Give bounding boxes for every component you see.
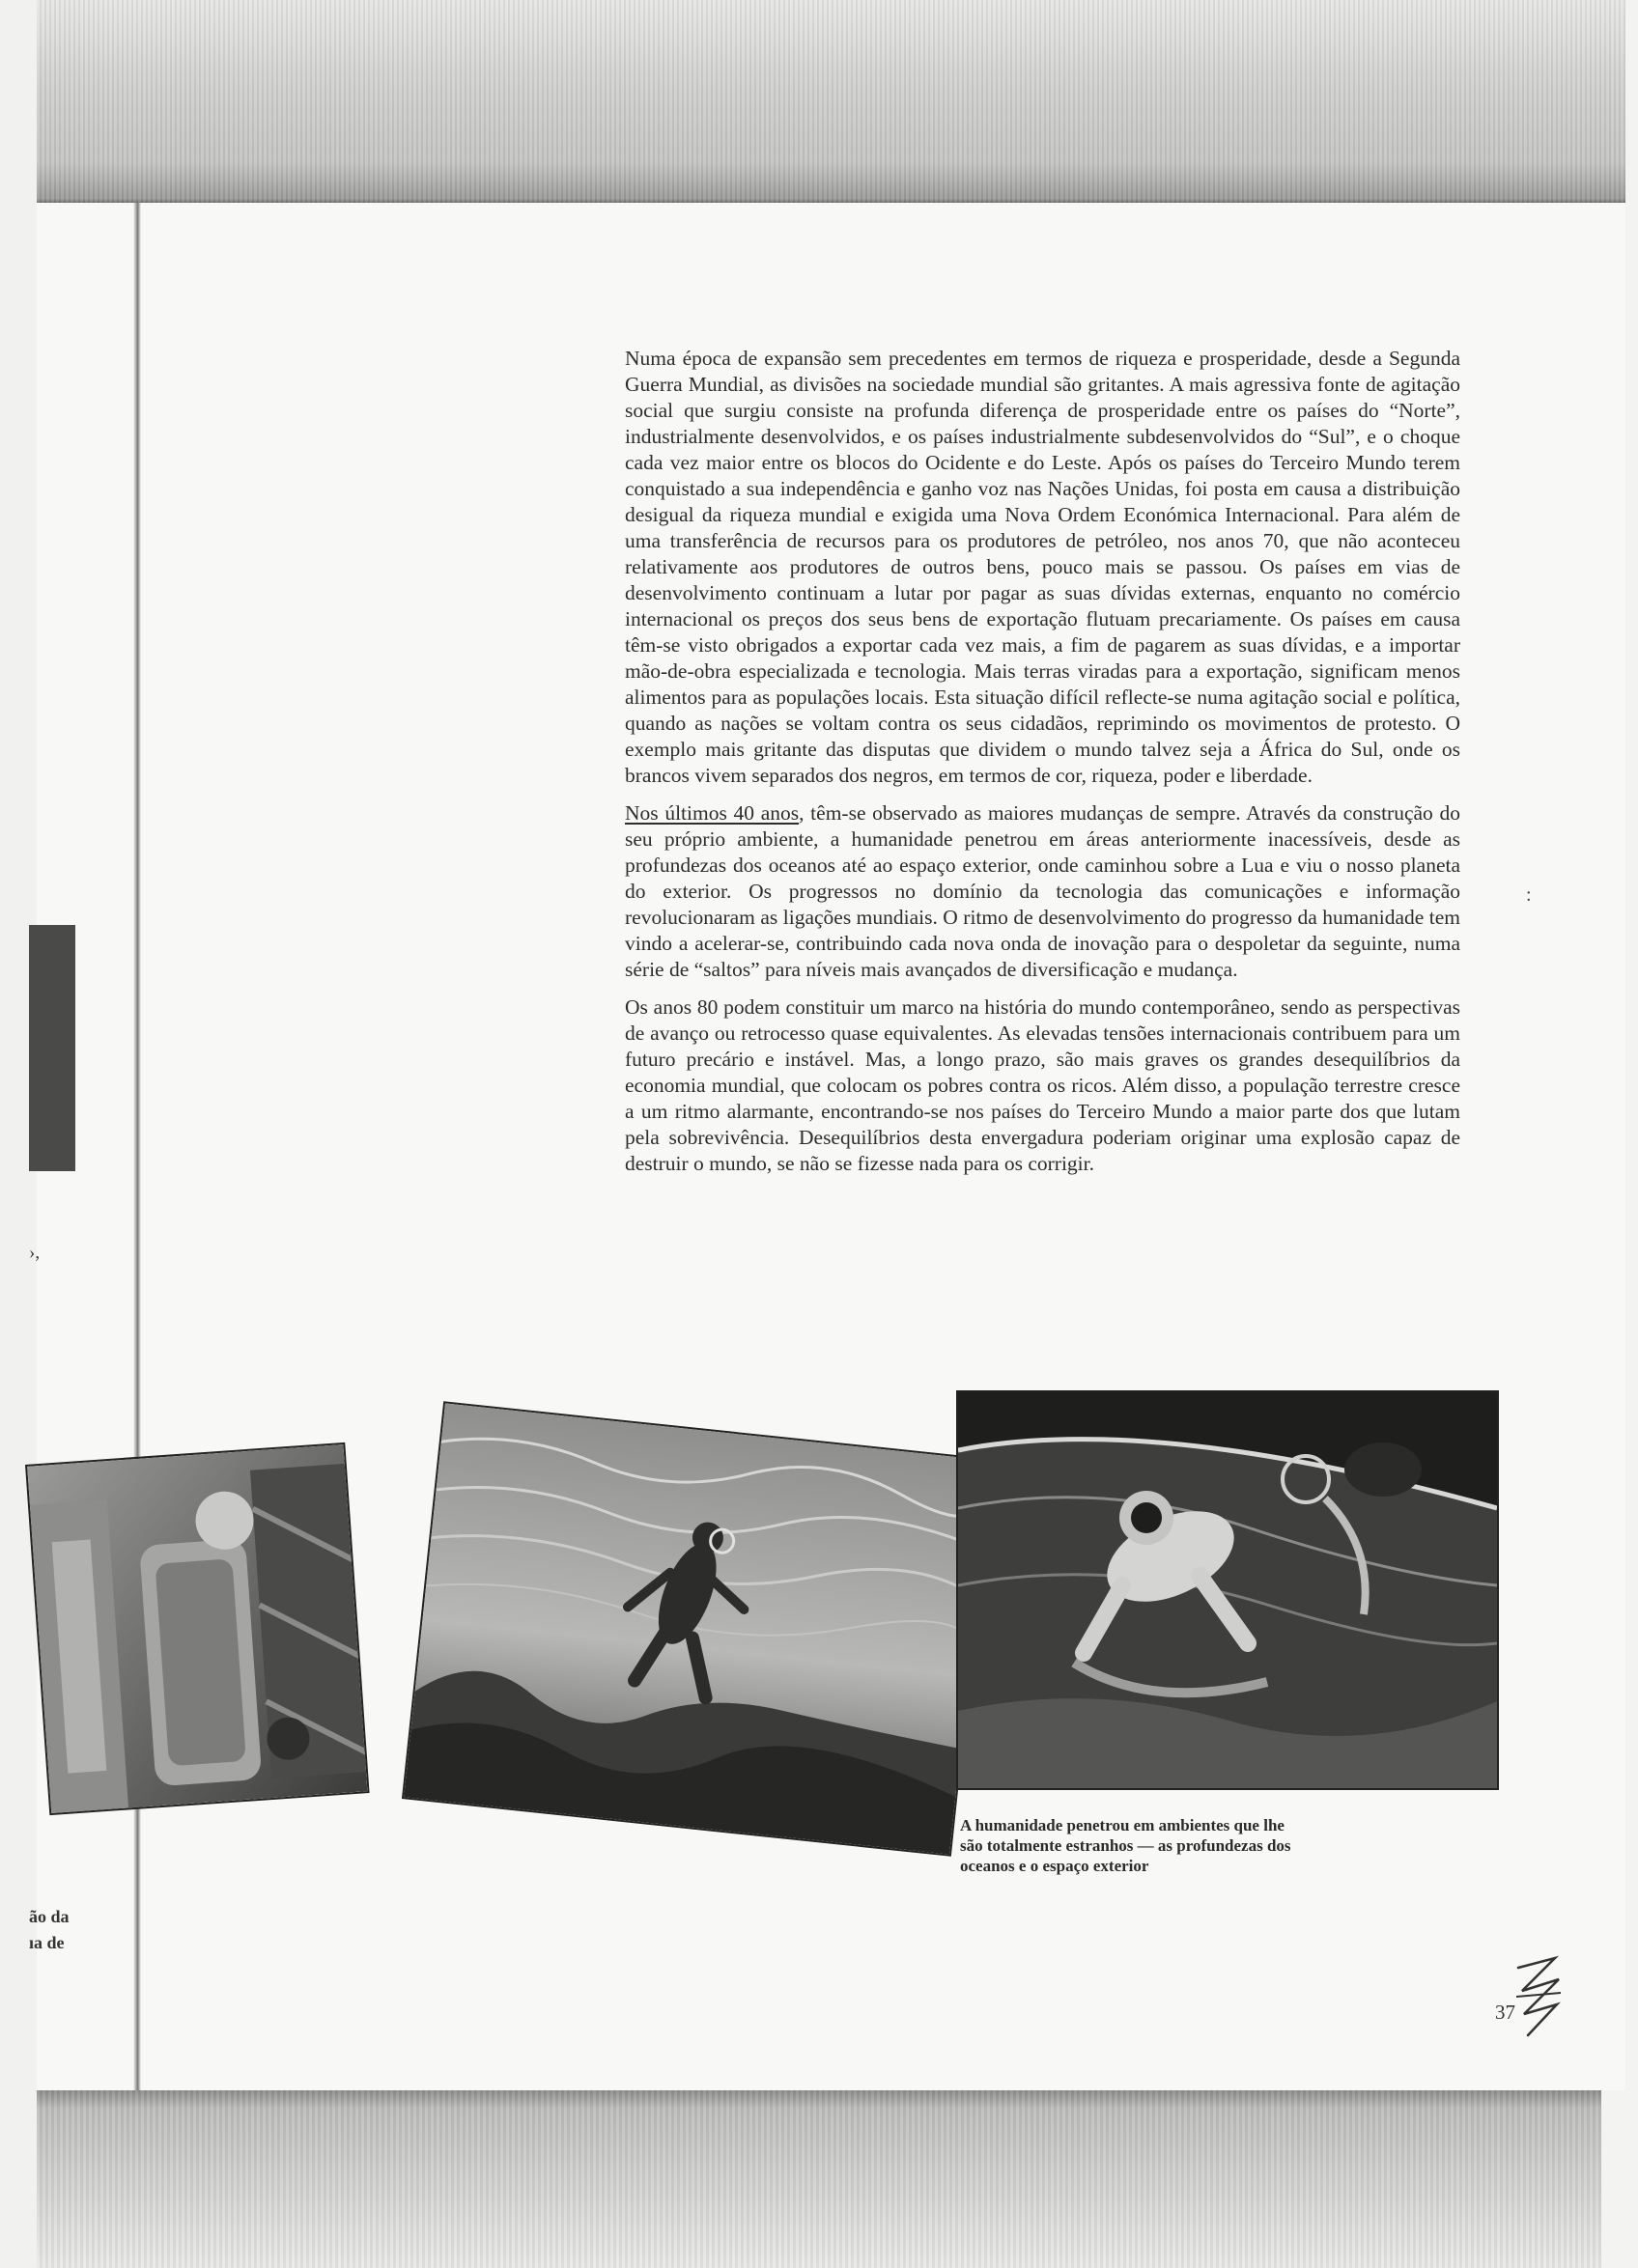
photocopy-bottom-shadow — [37, 2090, 1601, 2268]
margin-mark: : — [1526, 884, 1532, 906]
photo-caption: A humanidade penetrou em ambientes que lhe são totalmente estranhos — as profundezas dos oceanos e o espaço exterior — [960, 1816, 1291, 1875]
facing-page-dark-block — [29, 925, 75, 1171]
diver-photo-image — [404, 1403, 991, 1854]
machinery-photo-image — [27, 1444, 367, 1813]
paragraph-1: Numa época de expansão sem precedentes em termos de riqueza e prosperidade, desde a Segunda Guerra Mundial, as divisões na sociedade mundial são gritantes. A mais agressiva fonte de agitação social que surgiu consiste na profunda diferença de prosperidade entre os países do “Norte”, industrialmente desenvolvidos, e os países industrialmente subdesenvolvidos do “Sul”, e o choque cada vez maior entre os blocos do Ocidente e do Leste. Após os países do Terceiro Mundo terem conquistado a sua independência e ganho voz nas Nações Unidas, foi posta em causa a distribuição desigual da riqueza mundial e exigida uma Nova Ordem Económica Internacional. Para além de uma transferência de recursos para os produtores de petróleo, nos anos 70, que não aconteceu relativamente aos produtores de outros bens, pouco mais se passou. Os países em vias de desenvolvimento continuam a lutar por pagar as suas dívidas externas, enquanto no comércio internacional os preços dos seus bens de exportação flutuam precariamente. Os países em causa têm-se visto obrigados a exportar cada vez mais, a fim de pagarem as suas dívidas, e a importar mão-de-obra especializada e tecnologia. Mais terras viradas para a exportação, significam menos alimentos para as populações locais. Esta situação difícil reflecte-se numa agitação social e política, quando as nações se voltam contra os seus cidadãos, reprimindo os movimentos de protesto. O exemplo mais gritante das disputas que dividem o mundo talvez seja a África do Sul, onde os brancos vivem separados dos negros, em termos de cor, riqueza, poder e liberdade. — [625, 347, 1460, 787]
paragraph-3: Os anos 80 podem constituir um marco na história do mundo contemporâneo, sendo as perspectivas de avanço ou retrocesso quase equivalentes. As elevadas tensões internacionais contribuem para um futuro precário e instável. Mas, a longo prazo, são mais graves os grandes desequilíbrios da economia mundial, que colocam os pobres contra os ricos. Além disso, a população terrestre cresce a um ritmo alarmante, encontrando-se nos países do Terceiro Mundo a maior parte dos que lutam pela sobrevivência. Desequilíbrios desta envergadura poderiam originar uma explosão capaz de destruir o mundo, se não se fizesse nada para os corrigir. — [625, 995, 1460, 1175]
article-body — [625, 346, 1460, 1189]
photocopy-top-shadow — [37, 0, 1625, 203]
astronaut-photo — [956, 1390, 1499, 1790]
paragraph-2-rest: , têm-se observado as maiores mudanças de sempre. Através da construção do seu próprio ambiente, a humanidade penetrou em áreas anteriormente inacessíveis, desde as profundezas dos oceanos até ao espaço exterior, onde caminhou sobre a Lua e viu o nosso planeta do exterior. Os progressos no domínio da tecnologia das comunicações e informação revolucionaram as ligações mundiais. O ritmo de desenvolvimento do progresso da humanidade tem vindo a acelerar-se, contribuindo cada nova onda de inovação para o despoletar da seguinte, numa série de “saltos” para níveis mais avançados de diversificação e mudança. — [625, 801, 1460, 981]
diver-photo — [402, 1401, 993, 1857]
page-number: 37 — [1495, 2001, 1515, 2024]
facing-page-mark: ›, — [29, 1243, 41, 1263]
facing-page-text-fragment — [29, 1904, 70, 1956]
machinery-photo — [25, 1442, 370, 1815]
paragraph-2-lead: Nos últimos 40 anos — [625, 801, 800, 825]
facing-page-line: ão da — [29, 1907, 70, 1926]
initials-signature-icon — [1509, 1950, 1567, 2047]
facing-page-line: ıa de — [29, 1933, 65, 1952]
astronaut-photo-image — [958, 1392, 1497, 1788]
paragraph-2 — [625, 800, 1460, 983]
